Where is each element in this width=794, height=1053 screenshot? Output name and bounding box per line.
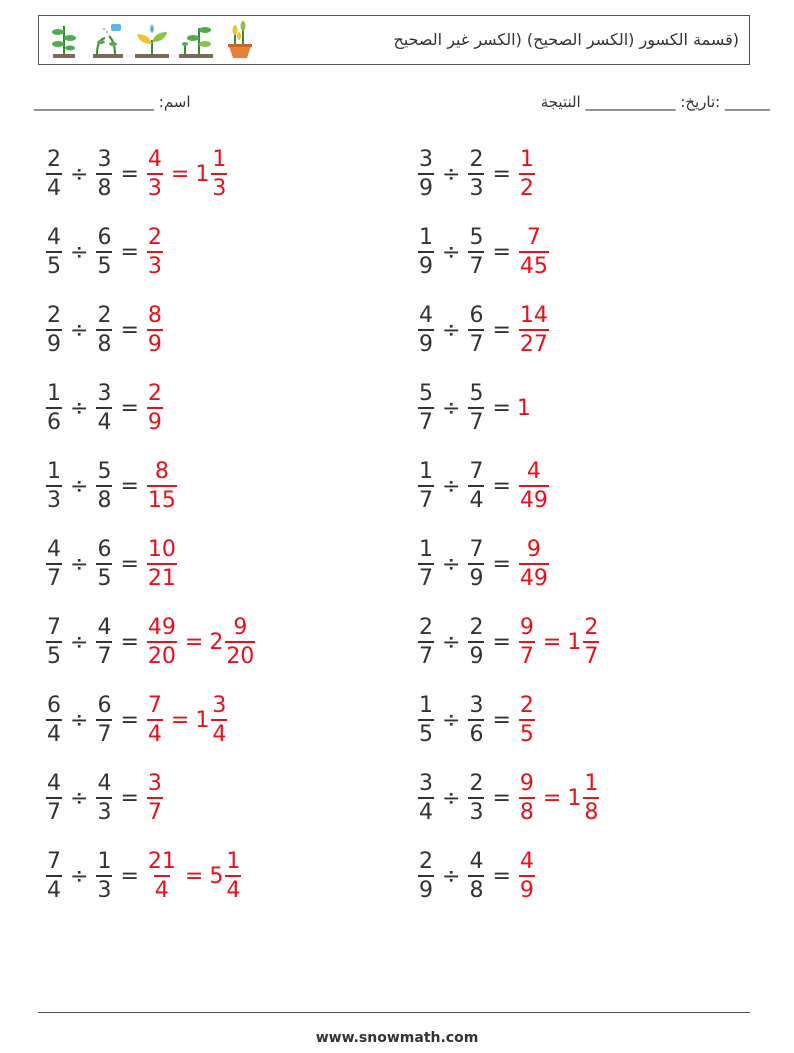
numerator: 6: [97, 536, 112, 562]
fraction: [211, 146, 227, 201]
equals-sign: =: [120, 239, 139, 265]
fraction: [96, 692, 112, 747]
numerator: 2: [47, 302, 61, 328]
problem-5: [44, 300, 165, 360]
numerator: 8: [147, 302, 162, 328]
fraction: [46, 848, 62, 903]
fraction: [583, 614, 599, 669]
fraction: [418, 536, 434, 591]
equals-sign: =: [492, 395, 511, 421]
numerator: 21: [147, 848, 176, 874]
fraction: [147, 380, 163, 435]
denominator: 7: [468, 329, 484, 356]
mixed-whole: 5: [209, 863, 224, 889]
divide-sign: ÷: [70, 629, 89, 655]
denominator: 4: [154, 875, 170, 902]
numerator: 1: [584, 770, 599, 796]
problem-18: [416, 768, 601, 828]
worksheet-title-box: [38, 15, 750, 65]
numerator: 9: [519, 614, 534, 640]
denominator: 9: [418, 875, 434, 902]
denominator: 9: [147, 329, 163, 356]
fraction: [211, 692, 227, 747]
fraction: [46, 224, 62, 279]
mixed-whole: 1: [195, 161, 210, 187]
divide-sign: ÷: [70, 395, 89, 421]
equals-sign: =: [120, 863, 139, 889]
footer-url: www.snowmath.com: [315, 1030, 479, 1046]
numerator: 1: [419, 458, 433, 484]
fraction: [418, 848, 434, 903]
denominator: 3: [96, 875, 112, 902]
fraction: [519, 692, 535, 747]
numerator: 1: [419, 692, 433, 718]
divide-sign: ÷: [442, 785, 461, 811]
fraction: [147, 614, 177, 669]
numerator: 2: [519, 692, 534, 718]
numerator: 4: [419, 302, 433, 328]
numerator: 10: [147, 536, 176, 562]
watering-plant-icon: [89, 20, 127, 60]
problem-4: [416, 222, 551, 282]
equals-sign: =: [492, 161, 511, 187]
equals-sign: =: [492, 629, 511, 655]
fraction: [519, 536, 549, 591]
numerator: 1: [212, 146, 227, 172]
numerator: 7: [469, 536, 484, 562]
denominator: 7: [418, 563, 434, 590]
fraction: [96, 146, 112, 201]
denominator: 7: [418, 407, 434, 434]
fraction: [96, 770, 112, 825]
fraction: [46, 458, 62, 513]
numerator: 1: [419, 224, 433, 250]
fraction: [46, 536, 62, 591]
numerator: 4: [469, 848, 484, 874]
divide-sign: ÷: [442, 863, 461, 889]
denominator: 4: [46, 719, 62, 746]
fraction: [46, 692, 62, 747]
numerator: 3: [419, 770, 433, 796]
divide-sign: ÷: [70, 317, 89, 343]
numerator: 2: [97, 302, 112, 328]
problem-9: [44, 456, 179, 516]
fraction: [147, 536, 177, 591]
denominator: 2: [519, 173, 535, 200]
numerator: 4: [47, 536, 61, 562]
fraction: [583, 770, 599, 825]
numerator: 9: [526, 536, 541, 562]
fraction: [147, 848, 177, 903]
denominator: 8: [96, 485, 112, 512]
fraction: [468, 770, 484, 825]
divide-sign: ÷: [70, 473, 89, 499]
problem-10: [416, 456, 551, 516]
divide-sign: ÷: [442, 161, 461, 187]
problem-1: [44, 144, 229, 204]
footer-divider: [38, 1012, 750, 1013]
numerator: 5: [419, 380, 433, 406]
numerator: 2: [147, 380, 162, 406]
denominator: 9: [418, 173, 434, 200]
problem-2: [416, 144, 537, 204]
equals-sign: =: [492, 473, 511, 499]
denominator: 5: [418, 719, 434, 746]
numerator: 2: [469, 146, 484, 172]
fraction: [418, 224, 434, 279]
fraction: [147, 692, 163, 747]
denominator: 7: [147, 797, 163, 824]
numerator: 7: [47, 848, 61, 874]
denominator: 6: [46, 407, 62, 434]
divide-sign: ÷: [442, 473, 461, 499]
seedling-icon: [45, 20, 83, 60]
problem-15: [44, 690, 229, 750]
fraction: [468, 692, 484, 747]
denominator: 27: [519, 329, 549, 356]
sprout-water-drop-icon: [133, 20, 171, 60]
problem-13: [44, 612, 257, 672]
denominator: 8: [96, 329, 112, 356]
numerator: 5: [469, 380, 484, 406]
denominator: 49: [519, 563, 549, 590]
denominator: 3: [211, 173, 227, 200]
fraction: [418, 692, 434, 747]
equals-sign: =: [120, 707, 139, 733]
divide-sign: ÷: [442, 551, 461, 577]
divide-sign: ÷: [70, 551, 89, 577]
equals-sign: =: [542, 785, 562, 811]
fraction: [96, 302, 112, 357]
numerator: 14: [519, 302, 548, 328]
fraction: [468, 458, 484, 513]
denominator: 7: [519, 641, 535, 668]
numerator: 1: [47, 380, 61, 406]
divide-sign: ÷: [70, 863, 89, 889]
fraction: [46, 380, 62, 435]
worksheet-title: (قسمة الكسور (الكسر الصحيح) (الكسر غير الصحيح: [393, 30, 739, 49]
fraction: [468, 848, 484, 903]
problem-16: [416, 690, 537, 750]
denominator: 4: [468, 485, 484, 512]
fraction: [519, 770, 535, 825]
equals-sign: =: [120, 785, 139, 811]
fraction: [418, 380, 434, 435]
denominator: 7: [418, 485, 434, 512]
numerator: 2: [584, 614, 599, 640]
fraction: [418, 146, 434, 201]
denominator: 4: [211, 719, 227, 746]
problem-20: [416, 846, 537, 906]
fraction: [418, 770, 434, 825]
fraction: [96, 224, 112, 279]
denominator: 8: [96, 173, 112, 200]
problem-8: [416, 378, 531, 438]
denominator: 4: [147, 719, 163, 746]
denominator: 4: [225, 875, 241, 902]
denominator: 9: [468, 563, 484, 590]
denominator: 5: [519, 719, 535, 746]
fraction: [46, 770, 62, 825]
growing-plant-icon: [177, 20, 215, 60]
equals-sign: =: [170, 161, 190, 187]
fraction: [519, 458, 549, 513]
numerator: 3: [97, 146, 112, 172]
problem-14: [416, 612, 601, 672]
fraction: [147, 302, 163, 357]
denominator: 3: [468, 173, 484, 200]
numerator: 2: [469, 614, 484, 640]
divide-sign: ÷: [442, 239, 461, 265]
numerator: 2: [147, 224, 162, 250]
numerator: 8: [154, 458, 169, 484]
problem-6: [416, 300, 551, 360]
answer-whole: 1: [516, 395, 531, 421]
numerator: 6: [97, 692, 112, 718]
denominator: 8: [519, 797, 535, 824]
numerator: 3: [469, 692, 484, 718]
denominator: 4: [96, 407, 112, 434]
fraction: [519, 224, 549, 279]
equals-sign: =: [492, 863, 511, 889]
numerator: 4: [97, 770, 112, 796]
equals-sign: =: [120, 629, 139, 655]
denominator: 15: [147, 485, 177, 512]
numerator: 4: [97, 614, 112, 640]
fraction: [46, 146, 62, 201]
denominator: 49: [519, 485, 549, 512]
fraction: [418, 614, 434, 669]
equals-sign: =: [170, 707, 190, 733]
fraction: [468, 380, 484, 435]
denominator: 9: [418, 329, 434, 356]
numerator: 1: [97, 848, 112, 874]
numerator: 5: [469, 224, 484, 250]
denominator: 20: [225, 641, 255, 668]
denominator: 3: [147, 251, 163, 278]
numerator: 4: [526, 458, 541, 484]
divide-sign: ÷: [442, 317, 461, 343]
denominator: 7: [46, 563, 62, 590]
divide-sign: ÷: [442, 629, 461, 655]
denominator: 9: [147, 407, 163, 434]
numerator: 6: [469, 302, 484, 328]
mixed-whole: 2: [209, 629, 224, 655]
equals-sign: =: [120, 551, 139, 577]
denominator: 3: [468, 797, 484, 824]
numerator: 3: [419, 146, 433, 172]
denominator: 9: [46, 329, 62, 356]
plant-icons: [45, 20, 259, 60]
fraction: [96, 536, 112, 591]
fraction: [468, 536, 484, 591]
numerator: 1: [226, 848, 241, 874]
numerator: 4: [47, 770, 61, 796]
fraction: [96, 380, 112, 435]
equals-sign: =: [492, 239, 511, 265]
fraction: [96, 614, 112, 669]
numerator: 3: [147, 770, 162, 796]
denominator: 4: [46, 173, 62, 200]
denominator: 5: [96, 563, 112, 590]
fraction: [96, 458, 112, 513]
mixed-whole: 1: [567, 629, 582, 655]
denominator: 9: [519, 875, 535, 902]
fraction: [147, 146, 163, 201]
fraction: [418, 302, 434, 357]
equals-sign: =: [120, 317, 139, 343]
denominator: 7: [583, 641, 599, 668]
numerator: 6: [97, 224, 112, 250]
denominator: 4: [418, 797, 434, 824]
numerator: 7: [47, 614, 61, 640]
divide-sign: ÷: [70, 239, 89, 265]
equals-sign: =: [492, 707, 511, 733]
numerator: 3: [212, 692, 227, 718]
denominator: 9: [418, 251, 434, 278]
numerator: 4: [519, 848, 534, 874]
potted-plant-icon: [221, 20, 259, 60]
numerator: 4: [147, 146, 162, 172]
denominator: 8: [583, 797, 599, 824]
numerator: 1: [47, 458, 61, 484]
mixed-whole: 1: [567, 785, 582, 811]
denominator: 6: [468, 719, 484, 746]
problem-3: [44, 222, 165, 282]
fraction: [147, 224, 163, 279]
denominator: 20: [147, 641, 177, 668]
denominator: 7: [96, 719, 112, 746]
fraction: [519, 302, 549, 357]
fraction: [46, 302, 62, 357]
denominator: 4: [46, 875, 62, 902]
numerator: 49: [147, 614, 176, 640]
problem-11: [44, 534, 179, 594]
equals-sign: =: [120, 395, 139, 421]
numerator: 5: [97, 458, 112, 484]
numerator: 2: [47, 146, 61, 172]
denominator: 5: [46, 251, 62, 278]
fraction: [147, 770, 163, 825]
equals-sign: =: [542, 629, 562, 655]
fraction: [519, 848, 535, 903]
numerator: 3: [97, 380, 112, 406]
denominator: 45: [519, 251, 549, 278]
equals-sign: =: [492, 551, 511, 577]
fraction: [96, 848, 112, 903]
denominator: 7: [46, 797, 62, 824]
numerator: 2: [419, 614, 433, 640]
mixed-whole: 1: [195, 707, 210, 733]
denominator: 5: [46, 641, 62, 668]
fraction: [519, 614, 535, 669]
fraction: [468, 302, 484, 357]
denominator: 7: [96, 641, 112, 668]
denominator: 8: [468, 875, 484, 902]
fraction: [225, 614, 255, 669]
denominator: 7: [418, 641, 434, 668]
problem-19: [44, 846, 243, 906]
fraction: [468, 224, 484, 279]
numerator: 2: [469, 770, 484, 796]
numerator: 2: [419, 848, 433, 874]
numerator: 4: [47, 224, 61, 250]
divide-sign: ÷: [70, 785, 89, 811]
numerator: 9: [233, 614, 248, 640]
denominator: 7: [468, 407, 484, 434]
numerator: 7: [469, 458, 484, 484]
divide-sign: ÷: [442, 395, 461, 421]
fraction: [147, 458, 177, 513]
fraction: [46, 614, 62, 669]
equals-sign: =: [120, 473, 139, 499]
problem-17: [44, 768, 165, 828]
denominator: 3: [147, 173, 163, 200]
denominator: 21: [147, 563, 177, 590]
numerator: 6: [47, 692, 61, 718]
name-field-label: ________________ :اسم: [34, 93, 191, 111]
equals-sign: =: [184, 629, 204, 655]
date-score-label: ______ :تاريخ: ____________ النتيجة: [540, 93, 770, 111]
denominator: 9: [468, 641, 484, 668]
fraction: [519, 146, 535, 201]
numerator: 1: [519, 146, 534, 172]
numerator: 7: [526, 224, 541, 250]
numerator: 9: [519, 770, 534, 796]
problem-12: [416, 534, 551, 594]
equals-sign: =: [492, 317, 511, 343]
equals-sign: =: [492, 785, 511, 811]
problem-7: [44, 378, 165, 438]
denominator: 5: [96, 251, 112, 278]
divide-sign: ÷: [70, 707, 89, 733]
equals-sign: =: [184, 863, 204, 889]
denominator: 7: [468, 251, 484, 278]
fraction: [225, 848, 241, 903]
fraction: [468, 614, 484, 669]
fraction: [418, 458, 434, 513]
equals-sign: =: [120, 161, 139, 187]
divide-sign: ÷: [442, 707, 461, 733]
denominator: 3: [46, 485, 62, 512]
denominator: 3: [96, 797, 112, 824]
divide-sign: ÷: [70, 161, 89, 187]
numerator: 1: [419, 536, 433, 562]
fraction: [468, 146, 484, 201]
numerator: 7: [147, 692, 162, 718]
